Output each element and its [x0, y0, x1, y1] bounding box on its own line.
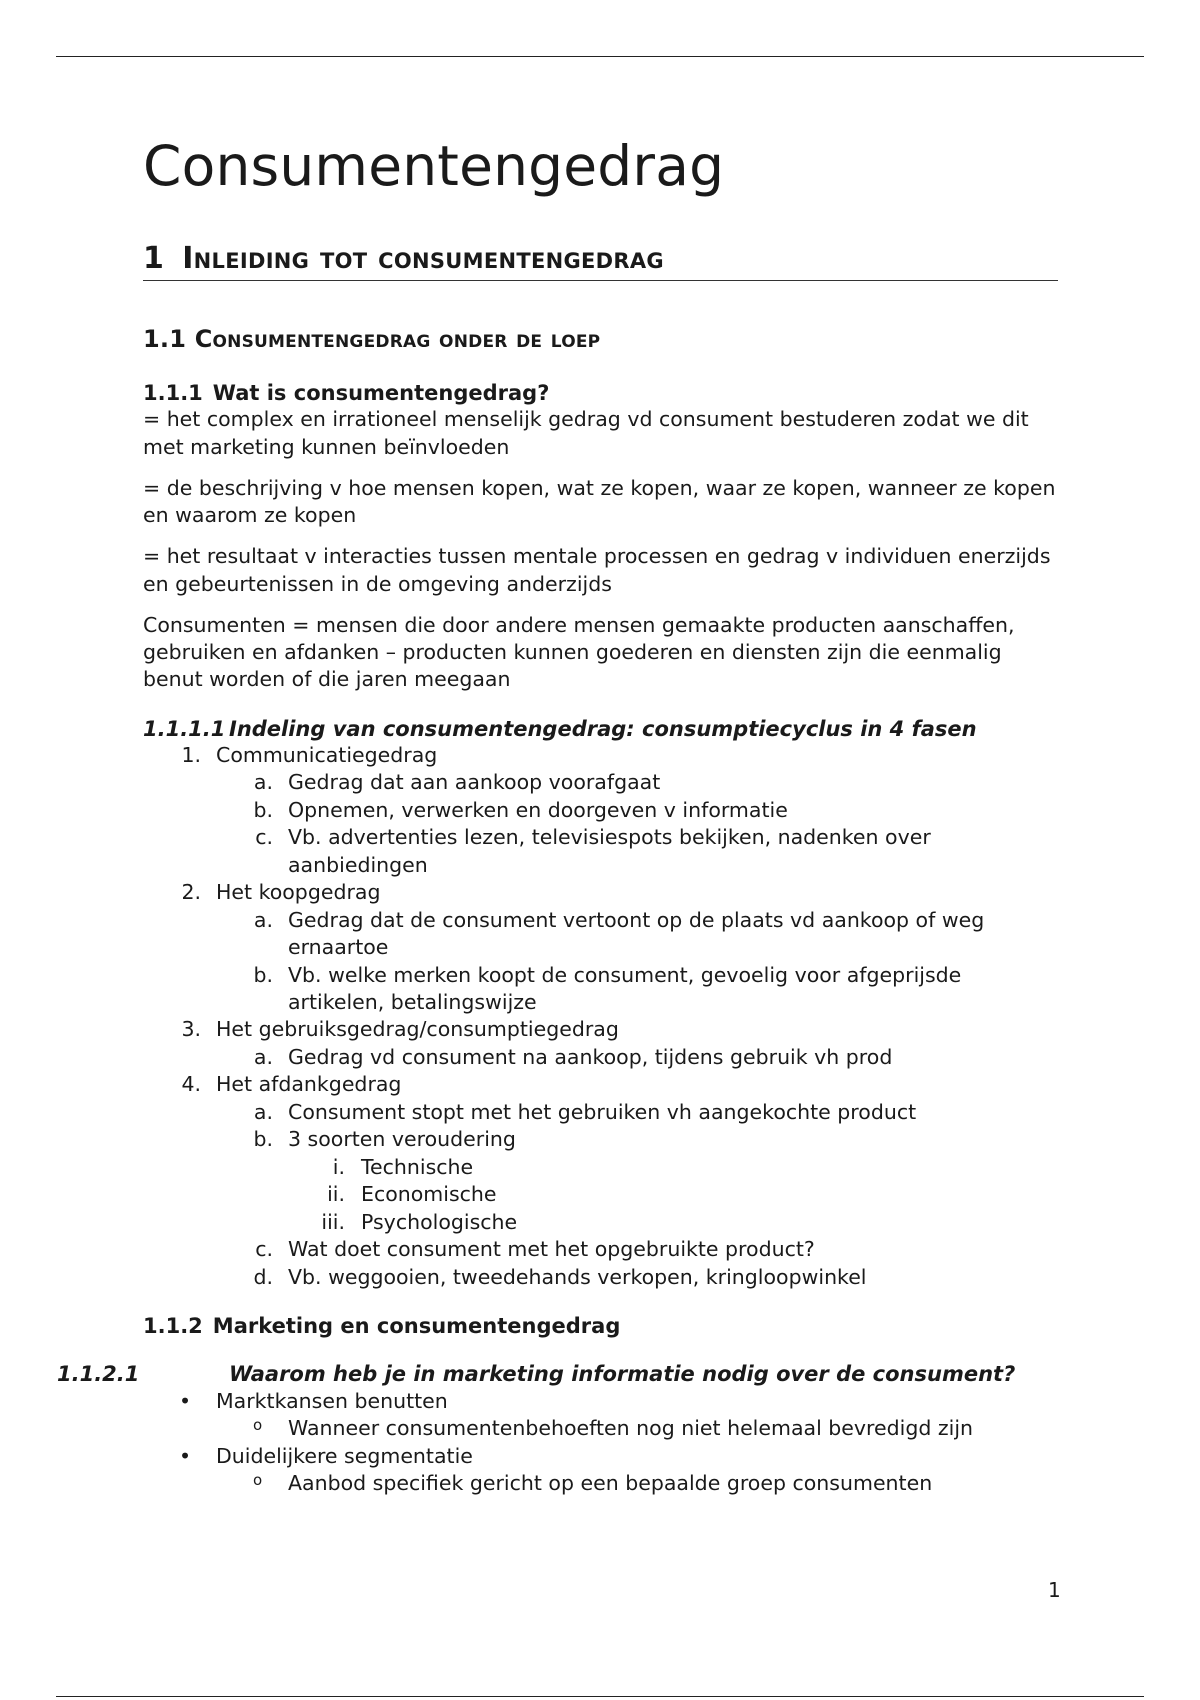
list-item-text: Gedrag vd consument na aankoop, tijdens gebruik vh prod — [288, 1044, 893, 1069]
heading-1-1-1-1 — [143, 716, 1058, 742]
footer-rule — [56, 1696, 1144, 1697]
list-item — [143, 1264, 1058, 1291]
heading-number: 1.1.2.1 — [57, 1362, 140, 1387]
list-marker: b. — [253, 797, 273, 822]
list-item — [143, 769, 1058, 796]
heading-title: Indeling van consumentengedrag: consumptiecyclus in 4 fasen — [229, 716, 977, 741]
list-marker: 3. — [181, 1017, 201, 1042]
marketing-info-list — [143, 1388, 1058, 1498]
paragraph-definition-3: = het resultaat v interacties tussen mentale processen en gedrag v individuen enerzijds en gebeurtenissen in de omgeving anderzijds — [143, 544, 1051, 596]
list-item — [143, 742, 1058, 769]
page-number: 1 — [1048, 1578, 1061, 1602]
header-rule — [56, 56, 1144, 57]
list-item-text: Economische — [361, 1182, 497, 1207]
list-item — [143, 1415, 1058, 1442]
list-item-text: Het koopgedrag — [216, 880, 381, 905]
list-item — [143, 1154, 1058, 1181]
subsection-number: 1.1.2 — [143, 1314, 203, 1339]
list-marker: a. — [253, 1044, 273, 1069]
list-item — [143, 1388, 1058, 1415]
paragraph-definition-2: = de beschrijving v hoe mensen kopen, wat ze kopen, waar ze kopen, wanneer ze kopen en waarom ze kopen — [143, 475, 1056, 528]
list-marker: a. — [253, 770, 273, 795]
paragraph-consumers: Consumenten = mensen die door andere mensen gemaakte producten aanschaffen, gebruiken en afdanken – producten kunnen goederen en diensten zijn die eenmalig benut worden of die jaren meegaan — [143, 612, 1015, 692]
chapter-title: Inleiding tot consumentengedrag — [182, 240, 664, 276]
subsection-title: Marketing en consumentengedrag — [212, 1314, 621, 1339]
list-item — [143, 1126, 1058, 1153]
list-marker: i. — [332, 1154, 345, 1179]
list-marker: ii. — [327, 1182, 345, 1207]
section-heading — [143, 325, 1058, 354]
subsection-number: 1.1.1 — [143, 381, 203, 406]
list-item-text: Duidelijkere segmentatie — [216, 1443, 473, 1468]
list-marker: iii. — [321, 1209, 345, 1234]
section-title: Consumentengedrag onder de loep — [194, 325, 601, 354]
list-item — [143, 1236, 1058, 1263]
list-item — [143, 797, 1058, 824]
list-item — [143, 1181, 1058, 1208]
subsection-heading-1-1-2 — [143, 1313, 1058, 1339]
chapter-number: 1 — [143, 240, 165, 276]
list-item — [143, 1071, 1058, 1098]
page-content — [57, 134, 1058, 1498]
list-item-text: Vb. welke merken koopt de consument, gevoelig voor afgeprijsde artikelen, betalingswijze — [288, 962, 962, 1015]
circle-bullet-icon: o — [253, 1471, 263, 1490]
list-marker: 1. — [181, 742, 201, 767]
chapter-heading — [143, 242, 1058, 282]
bullet-icon: • — [179, 1388, 192, 1413]
list-marker: d. — [253, 1264, 273, 1289]
list-item — [143, 1443, 1058, 1470]
list-marker: b. — [253, 962, 273, 987]
document-title: Consumentengedrag — [143, 134, 725, 198]
list-marker: c. — [255, 1237, 273, 1262]
list-item-text: Gedrag dat aan aankoop voorafgaat — [288, 770, 661, 795]
subsection-heading-1-1-1 — [143, 380, 1058, 406]
list-item — [143, 1209, 1058, 1236]
subsection-title: Wat is consumentengedrag? — [212, 381, 550, 406]
list-item-text: Wanneer consumentenbehoeften nog niet helemaal bevredigd zijn — [288, 1416, 974, 1441]
list-item-text: Wat doet consument met het opgebruikte product? — [288, 1237, 815, 1262]
list-item-text: Aanbod specifiek gericht op een bepaalde groep consumenten — [288, 1471, 933, 1496]
heading-1-1-2-1 — [57, 1361, 1058, 1387]
list-item — [143, 879, 1058, 906]
consumption-cycle-list — [143, 742, 1058, 1291]
list-item-text: Marktkansen benutten — [216, 1388, 448, 1413]
list-item-text: Gedrag dat de consument vertoont op de plaats vd aankoop of weg ernaartoe — [288, 907, 985, 960]
bullet-icon: • — [179, 1443, 192, 1468]
list-item-text: Vb. weggooien, tweedehands verkopen, kringloopwinkel — [288, 1264, 867, 1289]
list-item — [143, 962, 1058, 1017]
list-item — [143, 824, 1058, 879]
list-item — [143, 1044, 1058, 1071]
list-item-text: Vb. advertenties lezen, televisiespots bekijken, nadenken over aanbiedingen — [288, 825, 931, 877]
list-marker: 4. — [181, 1072, 201, 1097]
list-item-text: Technische — [361, 1154, 474, 1179]
list-marker: b. — [253, 1127, 273, 1152]
list-item — [143, 1099, 1058, 1126]
list-marker: a. — [253, 907, 273, 932]
heading-title: Waarom heb je in marketing informatie nodig over de consument? — [229, 1362, 1016, 1387]
section-number: 1.1 — [143, 325, 187, 354]
list-item-text: Het afdankgedrag — [216, 1072, 402, 1097]
list-marker: c. — [255, 825, 273, 850]
list-item — [143, 1470, 1058, 1497]
heading-number: 1.1.1.1 — [143, 716, 226, 741]
list-item-text: Het gebruiksgedrag/consumptiegedrag — [216, 1017, 619, 1042]
list-item-text: 3 soorten veroudering — [288, 1127, 516, 1152]
list-marker: a. — [253, 1099, 273, 1124]
list-item-text: Consument stopt met het gebruiken vh aangekochte product — [288, 1099, 917, 1124]
list-item-text: Opnemen, verwerken en doorgeven v informatie — [288, 797, 788, 822]
paragraph-definition-1: = het complex en irrationeel menselijk gedrag vd consument bestuderen zodat we dit met marketing kunnen beïnvloeden — [143, 407, 1029, 459]
list-item-text: Communicatiegedrag — [216, 742, 438, 767]
list-item-text: Psychologische — [361, 1209, 518, 1234]
list-item — [143, 907, 1058, 962]
list-item — [143, 1016, 1058, 1043]
list-marker: 2. — [181, 880, 201, 905]
circle-bullet-icon: o — [253, 1416, 263, 1435]
